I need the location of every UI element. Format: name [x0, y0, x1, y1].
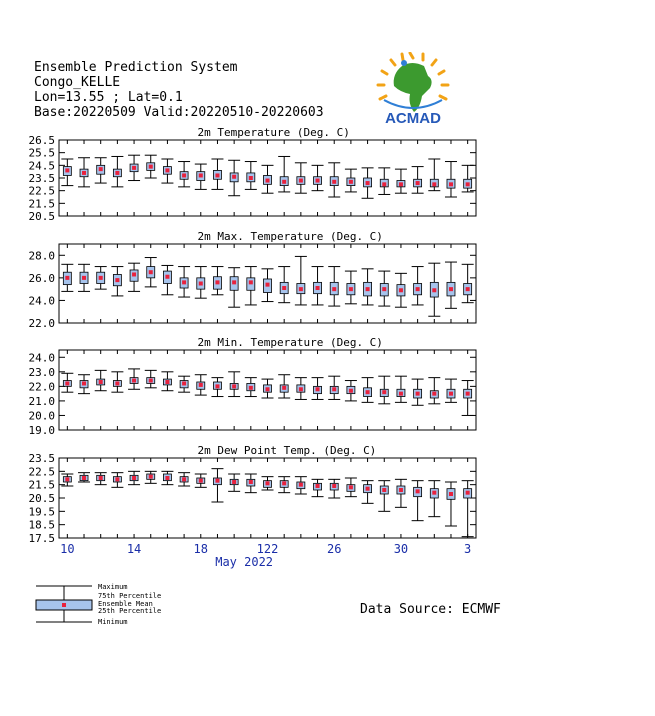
mean-marker	[149, 165, 153, 169]
box-may-25	[312, 267, 324, 305]
box-may-27	[345, 478, 357, 497]
box-may-13	[111, 267, 123, 296]
mean-marker	[332, 180, 336, 184]
box-may-29	[378, 168, 390, 195]
mean-marker	[382, 488, 386, 492]
x-axis-label: May 2022	[215, 555, 274, 569]
panel-3	[29, 336, 477, 437]
box-may-25	[312, 479, 324, 496]
y-tick-label: 20.5	[28, 210, 55, 223]
box-may-30	[395, 169, 407, 193]
box-may-29	[378, 376, 390, 404]
mean-marker	[65, 381, 69, 385]
box-may-28	[362, 168, 374, 198]
box-may-23	[278, 156, 290, 191]
y-tick-label: 19.0	[28, 424, 55, 437]
mean-marker	[316, 179, 320, 183]
mean-marker	[299, 287, 303, 291]
mean-marker	[349, 389, 353, 393]
mean-marker	[149, 475, 153, 479]
mean-marker	[182, 381, 186, 385]
y-tick-label: 21.5	[28, 197, 55, 211]
panel-title: 2m Min. Temperature (Deg. C)	[197, 336, 383, 349]
mean-marker	[399, 488, 403, 492]
legend	[34, 583, 234, 627]
box-may-21	[245, 162, 257, 190]
legend-p25: 25th Percentile	[98, 607, 162, 615]
box-may-11	[78, 473, 90, 482]
y-tick-label: 21.5	[28, 478, 55, 492]
mean-marker	[132, 379, 136, 383]
box-may-29	[378, 271, 390, 306]
legend-mean-marker	[62, 603, 66, 607]
mean-marker	[199, 173, 203, 177]
mean-marker	[449, 392, 453, 396]
box-may-11	[78, 264, 90, 291]
y-tick-label: 18.5	[28, 518, 55, 532]
mean-marker	[399, 288, 403, 292]
y-tick-label: 22.5	[28, 184, 55, 198]
box-may-20	[228, 268, 240, 308]
mean-marker	[199, 479, 203, 483]
mean-marker	[432, 392, 436, 396]
y-tick-label: 26.5	[28, 134, 55, 147]
mean-marker	[382, 182, 386, 186]
x-tick-label: 30	[393, 542, 409, 556]
mean-marker	[182, 280, 186, 284]
panel-2	[29, 230, 477, 330]
panel-title: 2m Max. Temperature (Deg. C)	[197, 230, 383, 243]
box-may-31	[412, 167, 424, 194]
mean-marker	[349, 180, 353, 184]
header-line-validity: Base:20220509 Valid:20220510-20220603	[34, 105, 324, 120]
box-may-13	[111, 473, 123, 488]
mean-marker	[249, 480, 253, 484]
mean-marker	[165, 380, 169, 384]
x-tick-label: 26	[326, 542, 342, 556]
header-line-system: Ensemble Prediction System	[34, 60, 238, 75]
box-may-21	[245, 378, 257, 397]
box-jun-1	[428, 481, 440, 517]
y-tick-label: 23.0	[28, 365, 55, 379]
legend-mean: Ensemble Mean	[98, 600, 153, 608]
box-may-22	[262, 379, 274, 398]
box-may-19	[211, 267, 223, 295]
mean-marker	[215, 479, 219, 483]
mean-marker	[416, 287, 420, 291]
mean-marker	[282, 481, 286, 485]
mean-marker	[366, 487, 370, 491]
box-may-19	[211, 469, 223, 502]
box-may-28	[362, 481, 374, 504]
mean-marker	[99, 380, 103, 384]
y-tick-label: 17.5	[28, 532, 55, 545]
x-tick-label: 18	[193, 542, 209, 556]
header-line-station: Congo_KELLE	[34, 75, 121, 90]
mean-marker	[115, 171, 119, 175]
box-may-12	[95, 473, 107, 485]
mean-marker	[232, 384, 236, 388]
box-may-14	[128, 369, 140, 389]
mean-marker	[349, 485, 353, 489]
box-jun-3	[462, 264, 474, 302]
box-may-14	[128, 471, 140, 484]
mean-marker	[249, 386, 253, 390]
box-jun-2	[445, 482, 457, 526]
box-may-12	[95, 158, 107, 183]
y-tick-label: 24.0	[28, 351, 55, 365]
x-tick-label: 10	[60, 542, 75, 556]
box-may-31	[412, 379, 424, 405]
legend-p75: 75th Percentile	[98, 592, 162, 600]
y-tick-label: 23.5	[28, 452, 55, 465]
box-may-12	[95, 370, 107, 390]
mean-marker	[282, 286, 286, 290]
box-jun-3	[462, 165, 474, 192]
box-may-15	[145, 370, 157, 387]
box-may-22	[262, 477, 274, 490]
box-may-18	[195, 375, 207, 395]
box-may-21	[245, 474, 257, 493]
box-may-23	[278, 267, 290, 303]
box-jun-3	[462, 381, 474, 416]
box-may-19	[211, 378, 223, 397]
y-tick-label: 22.0	[28, 380, 55, 394]
mean-marker	[366, 181, 370, 185]
box-may-29	[378, 481, 390, 512]
box-may-30	[395, 273, 407, 307]
mean-marker	[366, 287, 370, 291]
panel-1	[29, 126, 477, 223]
mean-marker	[466, 287, 470, 291]
box-may-10	[61, 159, 73, 186]
mean-marker	[416, 489, 420, 493]
box-may-27	[345, 169, 357, 192]
box-may-30	[395, 376, 407, 402]
box-may-25	[312, 378, 324, 400]
mean-marker	[149, 270, 153, 274]
box-may-16	[161, 159, 173, 183]
box-may-10	[61, 264, 73, 291]
box-may-30	[395, 479, 407, 507]
mean-marker	[182, 173, 186, 177]
mean-marker	[115, 477, 119, 481]
box-may-31	[412, 481, 424, 521]
y-tick-label: 22.5	[28, 465, 55, 479]
box-may-20	[228, 160, 240, 195]
mean-marker	[65, 276, 69, 280]
box-may-10	[61, 373, 73, 392]
mean-marker	[132, 166, 136, 170]
box-jun-2	[445, 162, 457, 197]
mean-marker	[266, 481, 270, 485]
y-tick-label: 19.5	[28, 505, 55, 519]
mean-marker	[132, 272, 136, 276]
mean-marker	[332, 484, 336, 488]
box-may-23	[278, 375, 290, 398]
legend-maximum: Maximum	[98, 583, 128, 591]
mean-marker	[466, 491, 470, 495]
box-may-26	[328, 267, 340, 307]
y-tick-label: 25.5	[28, 146, 55, 160]
box-may-17	[178, 473, 190, 486]
box-may-22	[262, 165, 274, 193]
box-may-15	[145, 258, 157, 287]
mean-marker	[232, 175, 236, 179]
box-may-16	[161, 265, 173, 294]
panel-title: 2m Temperature (Deg. C)	[197, 126, 350, 139]
box-may-26	[328, 376, 340, 399]
mean-marker	[132, 476, 136, 480]
box-may-17	[178, 376, 190, 392]
header-line-coordinates: Lon=13.55 ; Lat=0.1	[34, 90, 183, 105]
mean-marker	[232, 280, 236, 284]
mean-marker	[199, 383, 203, 387]
x-tick-label: 122	[256, 542, 279, 556]
box-may-18	[195, 164, 207, 189]
mean-marker	[282, 180, 286, 184]
x-tick-label: 3	[464, 542, 472, 556]
box-may-31	[412, 267, 424, 305]
box-may-16	[161, 372, 173, 391]
mean-marker	[232, 480, 236, 484]
box-may-11	[78, 158, 90, 187]
box-may-18	[195, 267, 207, 299]
box-may-15	[145, 155, 157, 178]
box-may-27	[345, 381, 357, 401]
mean-marker	[432, 288, 436, 292]
box-may-20	[228, 474, 240, 491]
y-tick-label: 24.0	[28, 294, 55, 308]
box-may-18	[195, 474, 207, 487]
mean-marker	[332, 387, 336, 391]
mean-marker	[65, 168, 69, 172]
box-may-19	[211, 159, 223, 189]
box-may-17	[178, 267, 190, 297]
y-tick-label: 22.0	[28, 317, 55, 330]
box-may-27	[345, 271, 357, 304]
box-may-16	[161, 471, 173, 484]
logo-text: ACMAD	[385, 110, 441, 126]
mean-marker	[299, 179, 303, 183]
box-may-22	[262, 269, 274, 302]
mean-marker	[65, 477, 69, 481]
mean-marker	[249, 176, 253, 180]
box-may-21	[245, 267, 257, 305]
mean-marker	[466, 392, 470, 396]
y-tick-label: 26.0	[28, 271, 55, 285]
mean-marker	[215, 384, 219, 388]
mean-marker	[316, 286, 320, 290]
box-may-12	[95, 267, 107, 290]
box-jun-1	[428, 263, 440, 316]
mean-marker	[82, 171, 86, 175]
box-may-17	[178, 162, 190, 187]
mean-marker	[399, 392, 403, 396]
mean-marker	[299, 483, 303, 487]
mean-marker	[82, 381, 86, 385]
box-jun-2	[445, 379, 457, 402]
y-tick-label: 20.5	[28, 492, 55, 505]
box-jun-1	[428, 378, 440, 404]
mean-marker	[249, 280, 253, 284]
box-may-25	[312, 165, 324, 190]
mean-marker	[449, 492, 453, 496]
panel-frame	[59, 458, 476, 538]
mean-marker	[215, 280, 219, 284]
y-tick-label: 23.5	[28, 172, 55, 185]
box-jun-3	[462, 481, 474, 537]
box-may-26	[328, 479, 340, 498]
box-may-23	[278, 477, 290, 493]
y-tick-label: 24.5	[28, 159, 55, 173]
mean-marker	[382, 287, 386, 291]
mean-marker	[399, 182, 403, 186]
mean-marker	[432, 491, 436, 495]
mean-marker	[349, 287, 353, 291]
mean-marker	[165, 476, 169, 480]
box-may-28	[362, 269, 374, 305]
mean-marker	[316, 484, 320, 488]
box-may-24	[295, 477, 307, 494]
mean-marker	[316, 387, 320, 391]
mean-marker	[82, 476, 86, 480]
mean-marker	[416, 181, 420, 185]
legend-minimum: Minimum	[98, 618, 128, 626]
mean-marker	[266, 387, 270, 391]
box-may-26	[328, 163, 340, 197]
box-may-24	[295, 163, 307, 193]
box-jun-1	[428, 159, 440, 191]
mean-marker	[266, 179, 270, 183]
mean-marker	[382, 390, 386, 394]
box-jun-2	[445, 262, 457, 308]
box-may-20	[228, 372, 240, 397]
box-may-24	[295, 378, 307, 400]
x-tick-label: 14	[126, 542, 142, 556]
mean-marker	[99, 276, 103, 280]
mean-marker	[149, 379, 153, 383]
box-may-11	[78, 375, 90, 394]
mean-marker	[299, 387, 303, 391]
mean-marker	[215, 173, 219, 177]
box-may-14	[128, 155, 140, 180]
box-may-13	[111, 372, 123, 392]
mean-marker	[182, 477, 186, 481]
mean-marker	[416, 392, 420, 396]
mean-marker	[199, 282, 203, 286]
y-tick-label: 20.0	[28, 409, 55, 423]
mean-marker	[466, 182, 470, 186]
mean-marker	[99, 476, 103, 480]
box-may-15	[145, 471, 157, 483]
mean-marker	[165, 275, 169, 279]
mean-marker	[449, 287, 453, 291]
box-may-14	[128, 263, 140, 291]
mean-marker	[115, 381, 119, 385]
box-may-24	[295, 256, 307, 305]
mean-marker	[266, 283, 270, 287]
y-tick-label: 28.0	[28, 249, 55, 263]
mean-marker	[332, 287, 336, 291]
mean-marker	[115, 278, 119, 282]
mean-marker	[432, 182, 436, 186]
mean-marker	[165, 168, 169, 172]
data-source: Data Source: ECMWF	[360, 602, 501, 617]
y-tick-label: 21.0	[28, 394, 55, 408]
panel-4	[29, 444, 477, 545]
box-may-28	[362, 378, 374, 403]
box-may-13	[111, 156, 123, 186]
mean-marker	[366, 390, 370, 394]
mean-marker	[449, 182, 453, 186]
mean-marker	[282, 386, 286, 390]
mean-marker	[82, 276, 86, 280]
panel-title: 2m Dew Point Temp. (Deg. C)	[197, 444, 377, 457]
mean-marker	[99, 167, 103, 171]
